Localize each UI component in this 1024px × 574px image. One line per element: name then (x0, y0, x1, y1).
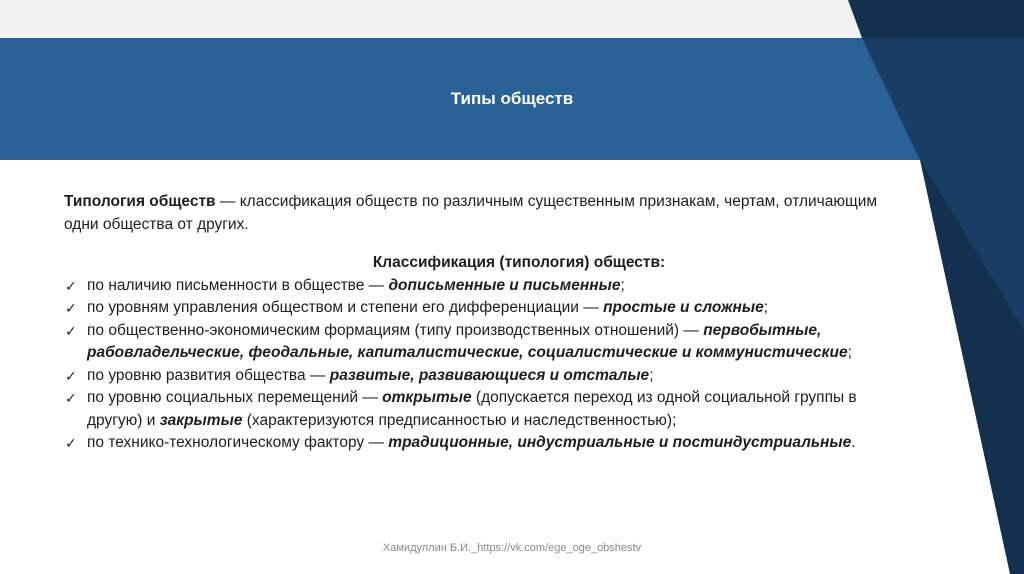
criterion-mid: (допускается переход из одной социальной группы в другую) и (87, 389, 857, 429)
criterion-types: дописьменные и письменные (388, 276, 621, 294)
criterion-text: по наличию письменности в обществе — (87, 276, 389, 294)
criterion-end: ; (763, 299, 769, 316)
criterion-end: (характеризуются предписанностью и наследственностью); (242, 411, 677, 429)
criterion-end: ; (620, 276, 625, 294)
criterion-end: ; (847, 344, 852, 361)
checkmark-icon: ✓ (65, 390, 77, 406)
criteria-list (64, 275, 894, 455)
checkmark-icon: ✓ (65, 322, 77, 339)
classification-heading: Классификация (типология) обществ: (372, 254, 666, 271)
checkmark-icon: ✓ (65, 277, 77, 294)
footer-credit: Хамидуллин Б.И._https://vk.com/ege_oge_obshestv (382, 542, 642, 554)
content-area (64, 191, 894, 455)
criterion-item (64, 320, 894, 365)
criterion-text: по уровню социальных перемещений — (87, 389, 383, 406)
criterion-types: развитые, развивающиеся и отсталые (329, 366, 650, 384)
definition-term: Типология обществ (64, 193, 216, 210)
criterion-types: традиционные, индустриальные и постиндустриальные (388, 434, 852, 451)
criterion-text: по уровню развития общества — (87, 366, 330, 384)
criterion-item (64, 432, 894, 455)
criterion-end: . (851, 434, 856, 451)
criterion-types: простые и сложные (603, 299, 764, 316)
criterion-types: открытые (382, 389, 472, 406)
criterion-item (64, 365, 894, 388)
criterion-item (64, 297, 894, 320)
criterion-text: по технико-технологическому фактору — (87, 434, 389, 451)
criterion-text: по уровням управления обществом и степени его дифференциации — (87, 299, 604, 316)
criterion-item (64, 387, 894, 432)
checkmark-icon: ✓ (65, 300, 77, 316)
criterion-types: первобытные, рабовладельческие, феодальные, капиталистические, социалистические и коммунистические (87, 321, 848, 361)
criterion-types-second: закрытые (159, 411, 243, 429)
checkmark-icon: ✓ (65, 367, 77, 384)
slide-title: Типы обществ (450, 89, 574, 108)
definition-text: — классификация обществ по различным существенным признакам, чертам, отличающим одни общества от других. (64, 193, 878, 233)
definition-paragraph (64, 191, 894, 236)
criterion-end: ; (649, 366, 654, 384)
criterion-text: по общественно-экономическим формациям (типу производственных отношений) — (87, 321, 704, 339)
checkmark-icon: ✓ (65, 435, 77, 451)
criterion-item (64, 275, 894, 298)
